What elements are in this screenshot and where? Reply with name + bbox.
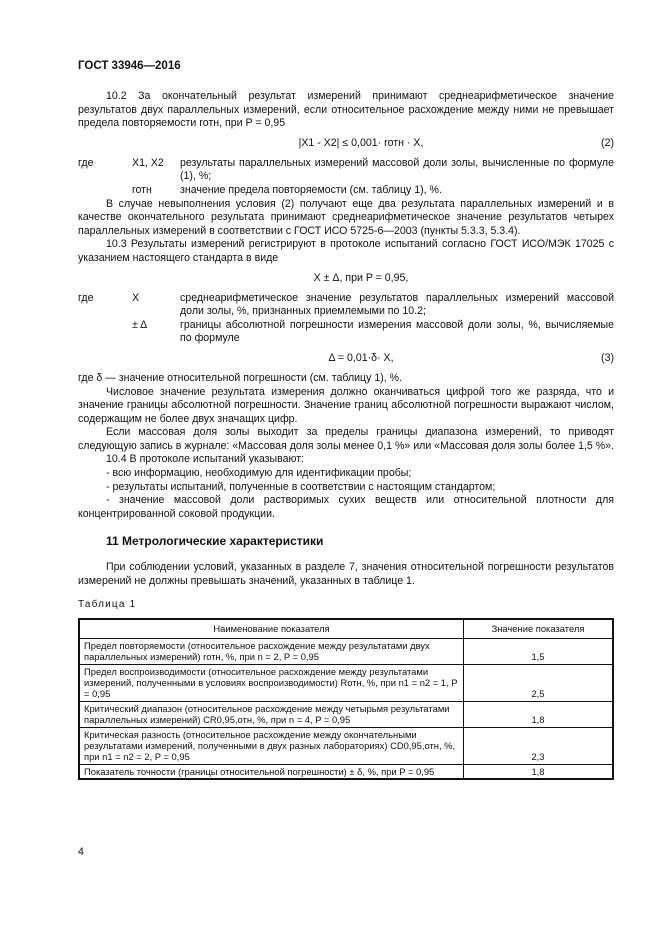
table-cell-value: 1,5 bbox=[464, 638, 614, 664]
where-row bbox=[78, 319, 614, 346]
para-10-2: 10.2 За окончательный результат измерений принимают среднеарифметическое значение результатов двух параллельных измерений, если относительное расхождение между ними не превышает предела повторяемости rотн, при P = 0,95 bbox=[78, 90, 614, 130]
table-cell-name: Критическая разность (относительное расхождение между окончательными результатами измерений, полученными в двух разных лабораториях) CD0,95,отн, %, при n1 = n2 = 2, P = 0,95 bbox=[79, 727, 464, 764]
metrology-table bbox=[78, 618, 614, 780]
where-definition: границы абсолютной погрешности измерения массовой доли золы, %, вычисляемые по формуле bbox=[180, 318, 614, 345]
para-range: Если массовая доля золы выходит за пределы границы диапазона измерений, то приводят следующую запись в журнале: «Массовая доля золы менее 0,1 %» или «Массовая доля золы более 1,5 %». bbox=[78, 426, 614, 452]
where-symbol: X bbox=[132, 291, 140, 304]
list-item: - значение массовой доли растворимых сухих веществ или относительной плотности для концентрированной соковой продукции. bbox=[78, 494, 614, 520]
where-definition: среднеарифметическое значение результатов параллельных измерений массовой доли золы, %, признанных приемлемыми по 10.2; bbox=[180, 291, 614, 318]
table-row bbox=[79, 664, 613, 701]
table-row bbox=[79, 638, 613, 664]
table-cell-name: Предел повторяемости (относительное расхождение между результатами двух параллельных измерений) rотн, %, при n = 2, P = 0,95 bbox=[79, 638, 464, 664]
table-cell-value: 2,3 bbox=[464, 727, 614, 764]
table-cell-value: 1,8 bbox=[464, 701, 614, 727]
where-row bbox=[78, 184, 614, 198]
delta-definition: где δ — значение относительной погрешности (см. таблицу 1), %. bbox=[78, 371, 403, 384]
where-row bbox=[78, 292, 614, 319]
where-row bbox=[78, 157, 614, 184]
para-10-3: 10.3 Результаты измерений регистрируют в протоколе испытаний согласно ГОСТ ИСО/МЭК 17025 с указанием настоящего стандарта в виде bbox=[78, 238, 614, 264]
formula-result bbox=[78, 266, 614, 292]
where-label: где bbox=[78, 156, 94, 169]
formula-3-expression: Δ = 0,01·δ· X, bbox=[328, 352, 394, 365]
formula-2-number: (2) bbox=[601, 136, 614, 149]
table-row bbox=[79, 701, 613, 727]
page-content bbox=[78, 90, 614, 780]
table-header-row bbox=[79, 619, 613, 639]
para-rounding: Числовое значение результата измерения должно оканчиваться цифрой того же разряда, что и значение границы абсолютной погрешности. Значение границ абсолютной погрешности выражают числом, содержащим не более двух значащих цифр. bbox=[78, 385, 614, 425]
para-10-4: 10.4 В протоколе испытаний указывают: bbox=[106, 453, 305, 466]
section-11-title: 11 Метрологические характеристики bbox=[106, 534, 324, 549]
formula-2-expression: |X1 - X2| ≤ 0,001· rотн · X, bbox=[298, 136, 424, 149]
list-item: - всю информацию, необходимую для идентификации пробы; bbox=[106, 467, 412, 480]
para-11: При соблюдении условий, указанных в разделе 7, значения относительной погрешности результатов измерений не должны превышать значений, указанных в таблице 1. bbox=[78, 561, 614, 587]
document-header: ГОСТ 33946—2016 bbox=[78, 60, 181, 72]
table-header-name: Наименование показателя bbox=[79, 619, 464, 639]
formula-3-number: (3) bbox=[601, 352, 614, 365]
table-caption: Таблица 1 bbox=[78, 599, 137, 611]
table-cell-value: 2,5 bbox=[464, 664, 614, 701]
where-definition: результаты параллельных измерений массовой доли золы, вычисленные по формуле (1), %; bbox=[180, 156, 614, 183]
table-cell-name: Критический диапазон (относительное расхождение между четырьмя результатами параллельных измерений) CR0,95,отн, %, при n = 4, P = 0,95 bbox=[79, 701, 464, 727]
table-cell-name: Предел воспроизводимости (относительное расхождение между результатами измерений, полученными в условиях воспроизводимости) Rотн, %, при n1 = n2 = 1, P = 0,95 bbox=[79, 664, 464, 701]
table-header-value: Значение показателя bbox=[464, 619, 614, 639]
where-symbol: rотн bbox=[132, 183, 152, 196]
formula-3 bbox=[78, 346, 614, 372]
where-symbol: ± Δ bbox=[132, 318, 148, 331]
para-10-2-fallback: В случае невыполнения условия (2) получают еще два результата параллельных измерений и в качестве окончательного результата принимают среднеарифметическое значение результатов четырех параллельных измерений в соответствии с ГОСТ ИСО 5725-6—2003 (пункты 5.3.3, 5.3.4). bbox=[78, 197, 614, 237]
formula-result-expression: X ± Δ, при P = 0,95, bbox=[313, 271, 409, 284]
table-row bbox=[79, 727, 613, 764]
list-item: - результаты испытаний, полученные в соответствии с настоящим стандартом; bbox=[106, 480, 496, 493]
table-cell-name: Показатель точности (границы относительной погрешности) ± δ, %, при P = 0,95 bbox=[79, 764, 464, 779]
where-label: где bbox=[78, 291, 94, 304]
where-symbol: X1, X2 bbox=[132, 156, 164, 169]
formula-2 bbox=[78, 131, 614, 157]
page-number: 4 bbox=[78, 846, 84, 858]
where-definition: значение предела повторяемости (см. таблицу 1), %. bbox=[180, 183, 442, 196]
table-row bbox=[79, 764, 613, 779]
table-cell-value: 1,8 bbox=[464, 764, 614, 779]
